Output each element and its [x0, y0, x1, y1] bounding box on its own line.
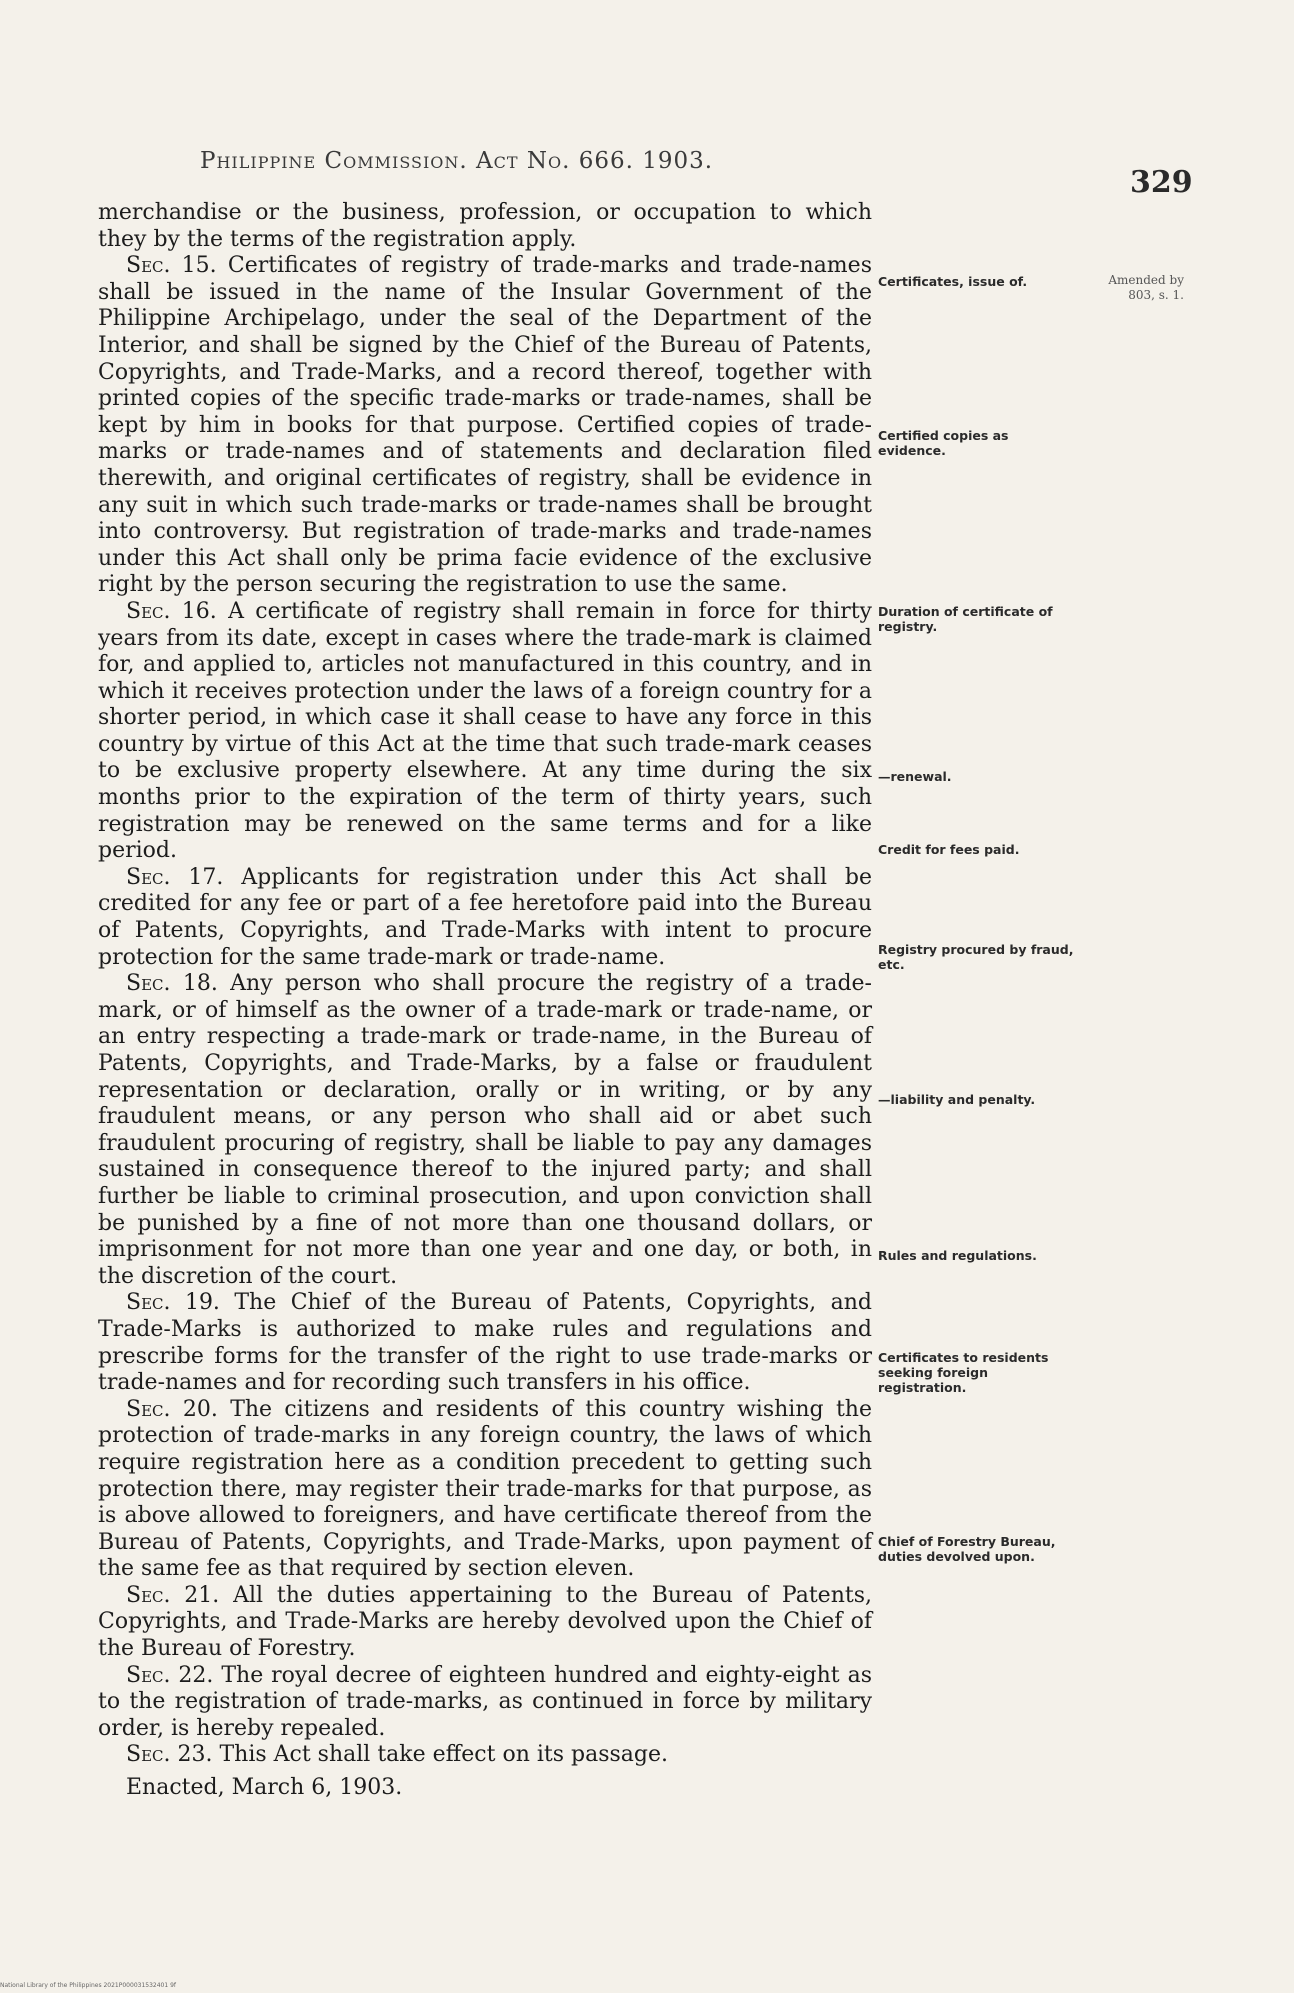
- page-number: 329: [1130, 165, 1193, 200]
- section-21: [98, 1583, 872, 1663]
- paragraph-continuation: [98, 200, 872, 253]
- section-23: [98, 1742, 872, 1769]
- section-text: A certificate of registry shall remain in force for thirty years from its date, except in cases where the trade-mark is claimed for, and applied to, articles not manufactured in this country, and in which it receives protection under the laws of a foreign country for a shorter period, in which case it shall cease to have any force in this country by virtue of this Act at the time that such trade-mark ceases to be exclusive property elsewhere. At any time during the six months prior to the expiration of the term of thirty years, such registration may be renewed on the same terms and for a like period.: [98, 598, 872, 864]
- margin-note: Registry procured by fraud, etc.: [878, 942, 1074, 972]
- enacted-line: Enacted, March 6, 1903.: [126, 1775, 403, 1801]
- margin-note: Chief of Forestry Bureau, duties devolved upon.: [878, 1534, 1056, 1564]
- section-label: Sec. 17.: [126, 864, 224, 890]
- section-text: This Act shall take effect on its passage.: [212, 1742, 669, 1768]
- scan-footer: National Library of the Philippines 2021P000031532401 9f: [0, 1982, 177, 1989]
- section-text: The Chief of the Bureau of Patents, Copyrights, and Trade-Marks is authorized to make rules and regulations and prescribe forms for the transfer of the right to use trade-marks or trade-names and for recording such transfers in his office.: [98, 1290, 872, 1396]
- section-label: Sec. 19.: [126, 1290, 220, 1316]
- margin-note: Certificates to residents seeking foreign registration.: [878, 1350, 1049, 1395]
- section-text: The citizens and residents of this country wishing the protection of trade-marks in any foreign country, the laws of which require registration here as a condition precedent to getting such protection there, may register their trade-marks for that purpose, as is above allowed to foreigners, and have certificate thereof from the Bureau of Patents, Copyrights, and Trade-Marks, upon payment of the same fee as that required by section eleven.: [98, 1396, 872, 1582]
- margin-note: Duration of certificate of registry.: [878, 604, 1053, 634]
- section-16: [98, 599, 872, 865]
- margin-note: Certified copies as evidence.: [878, 428, 1009, 458]
- section-19: [98, 1290, 872, 1396]
- section-17: [98, 865, 872, 971]
- section-label: Sec. 16.: [126, 598, 217, 624]
- paragraph-text: merchandise or the business, profession, or occupation to which they by the terms of the registration apply.: [98, 200, 872, 252]
- body-text: [98, 200, 872, 1802]
- section-text: Certificates of registry of trade-marks and trade-names shall be issued in the name of the Insular Government of the Philippine Archipelago, under the seal of the Department of the Interior, and shall be signed by the Chief of the Bureau of Patents, Copyrights, and Trade-Marks, and a record thereof, together with printed copies of the specific trade-marks or trade-names, shall be kept by him in books for that purpose. Certified copies of trade-marks or trade-names and of statements and declaration filed therewith, and original certificates of registry, shall be evidence in any suit in which such trade-marks or trade-names shall be brought into controversy. But registration of trade-marks and trade-names under this Act shall only be prima facie evidence of the exclusive right by the person securing the registration to use the same.: [98, 253, 872, 598]
- margin-note: Rules and regulations.: [878, 1248, 1037, 1263]
- margin-note: Credit for fees paid.: [878, 842, 1020, 857]
- section-15: [98, 253, 872, 599]
- margin-note: —renewal.: [878, 769, 952, 784]
- section-text: The royal decree of eighteen hundred and eighty-eight as to the registration of trade-marks, as continued in force by military order, is hereby repealed.: [98, 1662, 872, 1741]
- margin-note: —liability and penalty.: [878, 1092, 1036, 1107]
- section-text: All the duties appertaining to the Bureau of Patents, Copyrights, and Trade-Marks are hereby devolved upon the Chief of the Bureau of Forestry.: [98, 1582, 872, 1662]
- section-label: Sec. 22.: [126, 1662, 214, 1688]
- running-head: Philippine Commission. Act No. 666. 1903.: [200, 148, 714, 174]
- section-text: Any person who shall procure the registry of a trade-mark, or of himself as the owner of a trade-mark or trade-name, or an entry respecting a trade-mark or trade-name, in the Bureau of Patents, Copyrights, and Trade-Marks, by a false or fraudulent representation or declaration, orally or in writing, or by any fraudulent means, or any person who shall aid or abet such fraudulent procuring of registry, shall be liable to pay any damages sustained in consequence thereof to the injured party; and shall further be liable to criminal prosecution, and upon conviction shall be punished by a fine of not more than one thousand dollars, or imprisonment for not more than one year and one day, or both, in the discretion of the court.: [98, 971, 872, 1289]
- section-20: [98, 1397, 872, 1583]
- section-18: [98, 971, 872, 1290]
- section-22: [98, 1663, 872, 1743]
- amendment-note: Amended by 803, s. 1.: [1108, 273, 1184, 302]
- margin-note: Certificates, issue of.: [878, 274, 1028, 289]
- section-label: Sec. 18.: [126, 971, 218, 997]
- section-text: Applicants for registration under this Act shall be credited for any fee or part of a fee heretofore paid into the Bureau of Patents, Copyrights, and Trade-Marks with intent to procure protection for the same trade-mark or trade-name.: [98, 864, 873, 970]
- section-label: Sec. 15.: [126, 253, 217, 279]
- section-label: Sec. 20.: [126, 1396, 218, 1422]
- section-label: Sec. 23.: [126, 1742, 213, 1768]
- section-label: Sec. 21.: [126, 1582, 220, 1608]
